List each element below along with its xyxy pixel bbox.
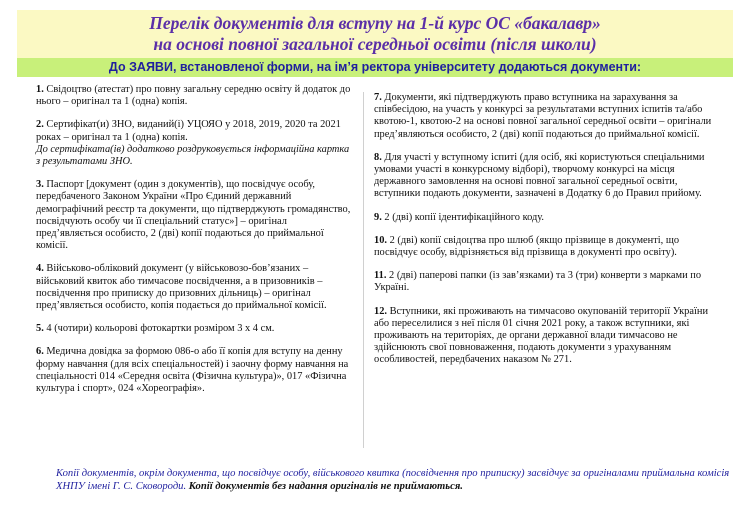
item-number: 1. bbox=[36, 84, 44, 95]
item-number: 9. bbox=[374, 211, 382, 223]
list-item bbox=[374, 270, 714, 294]
item-number: 4. bbox=[36, 263, 44, 275]
item-text: 2 (дві) копії ідентифікаційного коду. bbox=[384, 211, 545, 223]
item-text: Документи, які підтверджують право вступника на зарахування за співбесідою, на участь у конкурсі за результатами вступних іспитів та/або квотою-1, квотою-2 на основі повної загальної середньої освіти – оригінали пред’являються особисто, 2 (дві) копії подаються до приймальної комісії. bbox=[374, 92, 712, 140]
item-number: 12. bbox=[374, 305, 387, 317]
item-text: 2 (дві) копії свідоцтва про шлюб (якщо прізвище в документі, що посвідчує особу, відрізняється від прізвища в документі про освіту). bbox=[374, 234, 680, 259]
item-text: 4 (чотири) кольорові фотокартки розміром 3 х 4 см. bbox=[46, 323, 275, 335]
list-item bbox=[36, 84, 354, 108]
item-text: Паспорт [документ (один з документів), що посвідчує особу, передбаченого Законом України «Про Єдиний державний демографічний реєстр та документи, що підтверджують громадянство, посвідчують особу чи її спеціальний статус»] – оригінал пред’являється особисто, 2 (дві) копії подаються до приймальної комісії. bbox=[36, 179, 351, 252]
item-text: Вступники, які проживають на тимчасово окупованій території України або переселилися з неї після 01 січня 2021 року, а також вступники, які проживають на територіях, де органи державної влади тимчасово не здійснюють свої повноваження, подають документи з урахуванням особливостей, передбачених наказом № 271. bbox=[374, 305, 708, 366]
list-item bbox=[36, 323, 354, 335]
page-title bbox=[17, 10, 733, 58]
item-note: До сертифіката(ів) додатково роздруковується інформаційна картка з результатами ЗНО. bbox=[36, 143, 350, 168]
title-line-2: на основі повної загальної середньої освіти (після школи) bbox=[153, 34, 597, 54]
item-number: 10. bbox=[374, 234, 387, 246]
item-number: 2. bbox=[36, 119, 44, 131]
list-item bbox=[36, 263, 354, 312]
footer-text: Копії документів, окрім документа, що посвідчує особу, військового квитка (посвідчення про приписку) засвідчує за оригіналами приймальна комісія ХНПУ імені Г. С. Сковороди. bbox=[56, 468, 730, 492]
title-line-1: Перелік документів для вступу на 1-й курс ОС «бакалавр» bbox=[149, 13, 601, 33]
list-item bbox=[36, 346, 354, 395]
list-item bbox=[36, 119, 354, 168]
list-item bbox=[36, 179, 354, 252]
item-text: Військово-обліковий документ (у військовозо-бов’язаних – військовий квиток або тимчасове посвідчення, а в призовників – посвідчення про приписку до призовних дільниць) – оригінал пред’являється особисто, копія подається до приймальної комісії. bbox=[36, 263, 327, 312]
item-text: 2 (дві) паперові папки (із зав’язками) та 3 (три) конверти з марками по Україні. bbox=[374, 270, 702, 294]
item-text: Для участі у вступному іспиті (для осіб, які користуються спеціальними умовами участі в конкурсному відборі), творчому конкурсі на місця державного замовлення на основі повної загальної середньої освіти, вступники подають документи, зазначені в Додатку 6 до Правил прийому. bbox=[374, 151, 705, 200]
section-subtitle: До ЗАЯВИ, встановленої форми, на ім’я ректора університету додаються документи: bbox=[17, 58, 733, 77]
list-item bbox=[374, 152, 714, 201]
item-number: 3. bbox=[36, 179, 44, 191]
list-item bbox=[374, 92, 714, 141]
column-divider bbox=[363, 92, 364, 448]
item-number: 8. bbox=[374, 151, 382, 163]
item-number: 5. bbox=[36, 323, 44, 335]
item-text: Сертифікат(и) ЗНО, виданий(і) УЦОЯО у 2018, 2019, 2020 та 2021 роках – оригінал та 1 (одна) копія. bbox=[36, 119, 341, 143]
item-number: 11. bbox=[374, 270, 387, 282]
item-number: 6. bbox=[36, 346, 44, 358]
footer-note bbox=[56, 467, 736, 493]
footer-warning: Копії документів без надання оригіналів не приймаються. bbox=[188, 481, 463, 492]
list-item bbox=[374, 306, 714, 367]
item-text: Свідоцтво (атестат) про повну загальну середню освіту й додаток до нього – оригінал та 1 (одна) копія. bbox=[36, 84, 351, 108]
right-document-list bbox=[374, 92, 714, 378]
left-document-list bbox=[36, 84, 354, 406]
list-item bbox=[374, 212, 714, 224]
list-item bbox=[374, 235, 714, 259]
item-text: Медична довідка за формою 086-о або її копія для вступу на денну форму навчання (для всіх спеціальностей) і заочну форму навчання на спеціальності 014 «Середня освіта (Фізична культура)», 017 «Фізична культура і спорт», 024 «Хореографія». bbox=[36, 346, 349, 395]
item-number: 7. bbox=[374, 92, 382, 103]
